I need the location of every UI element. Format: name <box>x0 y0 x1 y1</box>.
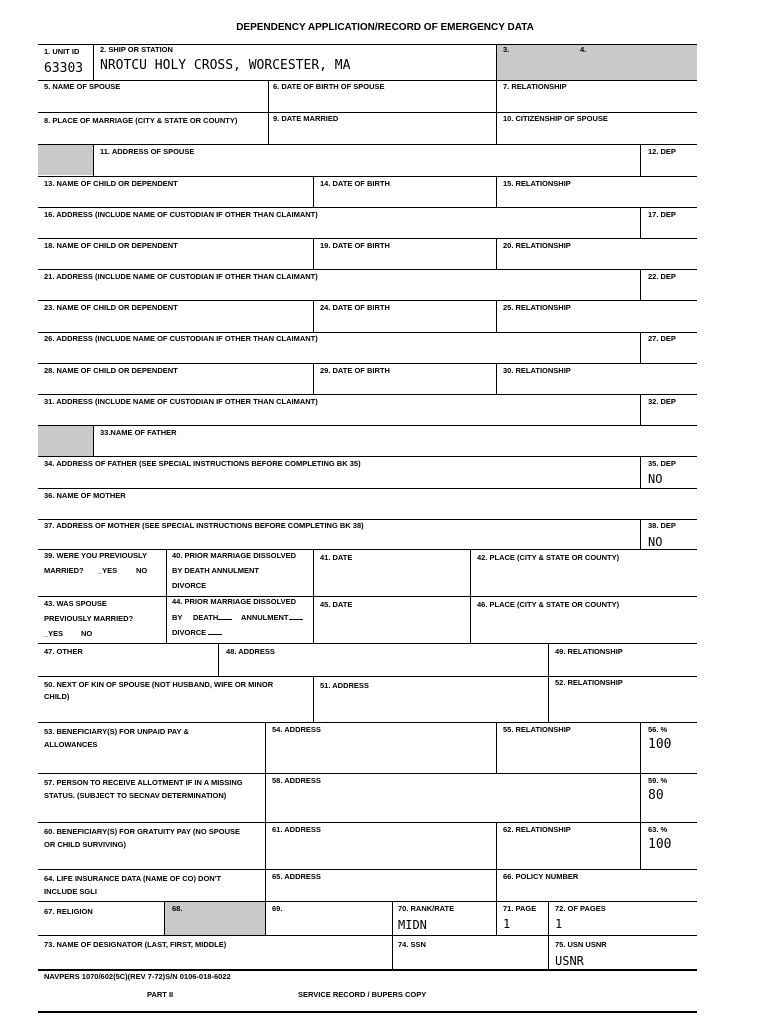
label-pct-59: 59. % <box>648 776 668 785</box>
label-married-q: MARRIED? <box>44 566 84 575</box>
yes-39[interactable]: _YES <box>98 566 118 575</box>
pct-59-value[interactable]: 80 <box>648 788 664 803</box>
label-no-child-60: OR CHILD SURVIVING) <box>44 840 126 849</box>
label-designator-73: 73. NAME OF DESIGNATOR (LAST, FIRST, MIDDLE) <box>44 940 227 949</box>
label-ship-station: 2. SHIP OR STATION <box>100 45 173 54</box>
label-field-68: 68. <box>172 904 183 913</box>
label-address-51: 51. ADDRESS <box>320 681 369 690</box>
label-prior-dissolved-40: 40. PRIOR MARRIAGE DISSOLVED <box>172 551 297 560</box>
label-dep-35: 35. DEP <box>648 459 676 468</box>
label-pct-56: 56. % <box>648 725 668 734</box>
label-relationship-62: 62. RELATIONSHIP <box>503 825 571 834</box>
ship-station-value[interactable]: NROTCU HOLY CROSS, WORCESTER, MA <box>100 58 351 73</box>
label-field-3: 3. <box>503 45 510 54</box>
label-relationship-15: 15. RELATIONSHIP <box>503 179 571 188</box>
label-address-16: 16. ADDRESS (INCLUDE NAME OF CUSTODIAN IF OTHER THAN CLAIMANT) <box>44 210 318 219</box>
label-address-65: 65. ADDRESS <box>272 872 321 881</box>
label-child-13: 13. NAME OF CHILD OR DEPENDENT <box>44 179 178 188</box>
label-date-41: 41. DATE <box>320 553 353 562</box>
label-usn-usnr-75: 75. USN USNR <box>555 940 607 949</box>
copy-label: SERVICE RECORD / BUPERS COPY <box>298 990 427 999</box>
label-divorce-40: DIVORCE <box>172 581 207 590</box>
label-address-21: 21. ADDRESS (INCLUDE NAME OF CUSTODIAN IF OTHER THAN CLAIMANT) <box>44 272 318 281</box>
label-of-pages-72: 72. OF PAGES <box>555 904 606 913</box>
label-prior-dissolved-44: 44. PRIOR MARRIAGE DISSOLVED <box>172 597 297 606</box>
label-relationship-25: 25. RELATIONSHIP <box>503 303 571 312</box>
label-life-insurance-64: 64. LIFE INSURANCE DATA (NAME OF CO) DON'T <box>44 874 222 883</box>
usn-usnr-value[interactable]: USNR <box>555 954 584 968</box>
label-allowances-53: ALLOWANCES <box>44 740 98 749</box>
yes-43[interactable]: _YES <box>44 629 64 638</box>
label-child-18: 18. NAME OF CHILD OR DEPENDENT <box>44 241 178 250</box>
label-religion-67: 67. RELIGION <box>44 907 93 916</box>
of-pages-value[interactable]: 1 <box>555 917 563 931</box>
label-next-of-kin-50: 50. NEXT OF KIN OF SPOUSE (NOT HUSBAND, WIFE OR MINOR <box>44 680 274 689</box>
label-dep-38: 38. DEP <box>648 521 676 530</box>
label-dep-12: 12. DEP <box>648 147 676 156</box>
label-relationship-7: 7. RELATIONSHIP <box>503 82 567 91</box>
label-relationship-20: 20. RELATIONSHIP <box>503 241 571 250</box>
death-44[interactable]: DEATH <box>193 613 232 622</box>
pct-56-value[interactable]: 100 <box>648 737 672 752</box>
label-name-of-spouse: 5. NAME OF SPOUSE <box>44 82 121 91</box>
no-39[interactable]: NO <box>136 566 148 575</box>
label-page-71: 71. PAGE <box>503 904 537 913</box>
dep-35-value[interactable]: NO <box>648 472 663 486</box>
gray-box-33 <box>38 425 93 456</box>
label-dob-14: 14. DATE OF BIRTH <box>320 179 390 188</box>
form-number: NAVPERS 1070/602(5C)(REV 7-72)S/N 0106-018-6022 <box>44 972 231 981</box>
label-address-54: 54. ADDRESS <box>272 725 321 734</box>
part-label: PART II <box>147 990 174 999</box>
label-address-of-spouse: 11. ADDRESS OF SPOUSE <box>100 147 195 156</box>
label-address-of-mother: 37. ADDRESS OF MOTHER (SEE SPECIAL INSTRUCTIONS BEFORE COMPLETING BK 38) <box>44 521 364 530</box>
label-place-of-marriage: 8. PLACE OF MARRIAGE (CITY & STATE OR COUNTY) <box>44 116 238 125</box>
label-relationship-30: 30. RELATIONSHIP <box>503 366 571 375</box>
label-place-42: 42. PLACE (CITY & STATE OR COUNTY) <box>477 553 620 562</box>
label-field-69: 69. <box>272 904 283 913</box>
label-by-44: BY <box>172 613 183 622</box>
label-beneficiary-53: 53. BENEFICIARY(S) FOR UNPAID PAY & <box>44 727 189 736</box>
pct-63-value[interactable]: 100 <box>648 837 672 852</box>
label-address-48: 48. ADDRESS <box>226 647 275 656</box>
label-previously-married: 39. WERE YOU PREVIOUSLY <box>44 551 147 560</box>
rank-value[interactable]: MIDN <box>398 918 427 932</box>
label-dob-24: 24. DATE OF BIRTH <box>320 303 390 312</box>
label-date-married: 9. DATE MARRIED <box>273 114 339 123</box>
label-date-45: 45. DATE <box>320 600 353 609</box>
label-child-23: 23. NAME OF CHILD OR DEPENDENT <box>44 303 178 312</box>
label-address-31: 31. ADDRESS (INCLUDE NAME OF CUSTODIAN IF OTHER THAN CLAIMANT) <box>44 397 318 406</box>
label-address-58: 58. ADDRESS <box>272 776 321 785</box>
dep-38-value[interactable]: NO <box>648 535 663 549</box>
label-name-of-father: 33.NAME OF FATHER <box>100 428 177 437</box>
label-unit-id: 1. UNIT ID <box>44 47 80 56</box>
label-relationship-52: 52. RELATIONSHIP <box>555 678 623 687</box>
label-pct-63: 63. % <box>648 825 668 834</box>
label-status-57: STATUS. (SUBJECT TO SECNAV DETERMINATION) <box>44 791 227 800</box>
label-dep-27: 27. DEP <box>648 334 676 343</box>
label-dep-17: 17. DEP <box>648 210 676 219</box>
annulment-44[interactable]: ANNULMENT <box>241 613 303 622</box>
label-citizenship-spouse: 10. CITIZENSHIP OF SPOUSE <box>503 114 608 123</box>
label-gratuity-60: 60. BENEFICIARY(S) FOR GRATUITY PAY (NO SPOUSE <box>44 827 241 836</box>
label-dep-22: 22. DEP <box>648 272 676 281</box>
label-child-50: CHILD) <box>44 692 70 701</box>
label-by-death-annulment-40: BY DEATH ANNULMENT <box>172 566 259 575</box>
unit-id-value[interactable]: 63303 <box>44 61 84 76</box>
label-rank-rate-70: 70. RANK/RATE <box>398 904 455 913</box>
label-relationship-55: 55. RELATIONSHIP <box>503 725 571 734</box>
label-ssn-74: 74. SSN <box>398 940 426 949</box>
label-address-26: 26. ADDRESS (INCLUDE NAME OF CUSTODIAN IF OTHER THAN CLAIMANT) <box>44 334 318 343</box>
label-allotment-57: 57. PERSON TO RECEIVE ALLOTMENT IF IN A MISSING <box>44 778 243 787</box>
label-policy-number-66: 66. POLICY NUMBER <box>503 872 579 881</box>
divorce-44[interactable]: DIVORCE <box>172 628 222 637</box>
label-previously-married-q: PREVIOUSLY MARRIED? <box>44 614 134 623</box>
label-field-4: 4. <box>580 45 587 54</box>
label-address-61: 61. ADDRESS <box>272 825 321 834</box>
label-dob-19: 19. DATE OF BIRTH <box>320 241 390 250</box>
label-address-of-father: 34. ADDRESS OF FATHER (SEE SPECIAL INSTRUCTIONS BEFORE COMPLETING BK 35) <box>44 459 361 468</box>
label-place-46: 46. PLACE (CITY & STATE OR COUNTY) <box>477 600 620 609</box>
gray-box-11 <box>38 144 93 175</box>
gray-box-3-4 <box>496 44 697 80</box>
label-dob-spouse: 6. DATE OF BIRTH OF SPOUSE <box>273 82 385 91</box>
label-other-47: 47. OTHER <box>44 647 83 656</box>
page-value[interactable]: 1 <box>503 917 511 931</box>
label-child-28: 28. NAME OF CHILD OR DEPENDENT <box>44 366 178 375</box>
label-relationship-49: 49. RELATIONSHIP <box>555 647 623 656</box>
label-name-of-mother: 36. NAME OF MOTHER <box>44 491 126 500</box>
label-was-spouse: 43. WAS SPOUSE <box>44 599 107 608</box>
label-sgli-64: INCLUDE SGLI <box>44 887 97 896</box>
no-43[interactable]: NO <box>81 629 93 638</box>
form-title: DEPENDENCY APPLICATION/RECORD OF EMERGENCY DATA <box>236 22 534 33</box>
label-dep-32: 32. DEP <box>648 397 676 406</box>
label-dob-29: 29. DATE OF BIRTH <box>320 366 390 375</box>
